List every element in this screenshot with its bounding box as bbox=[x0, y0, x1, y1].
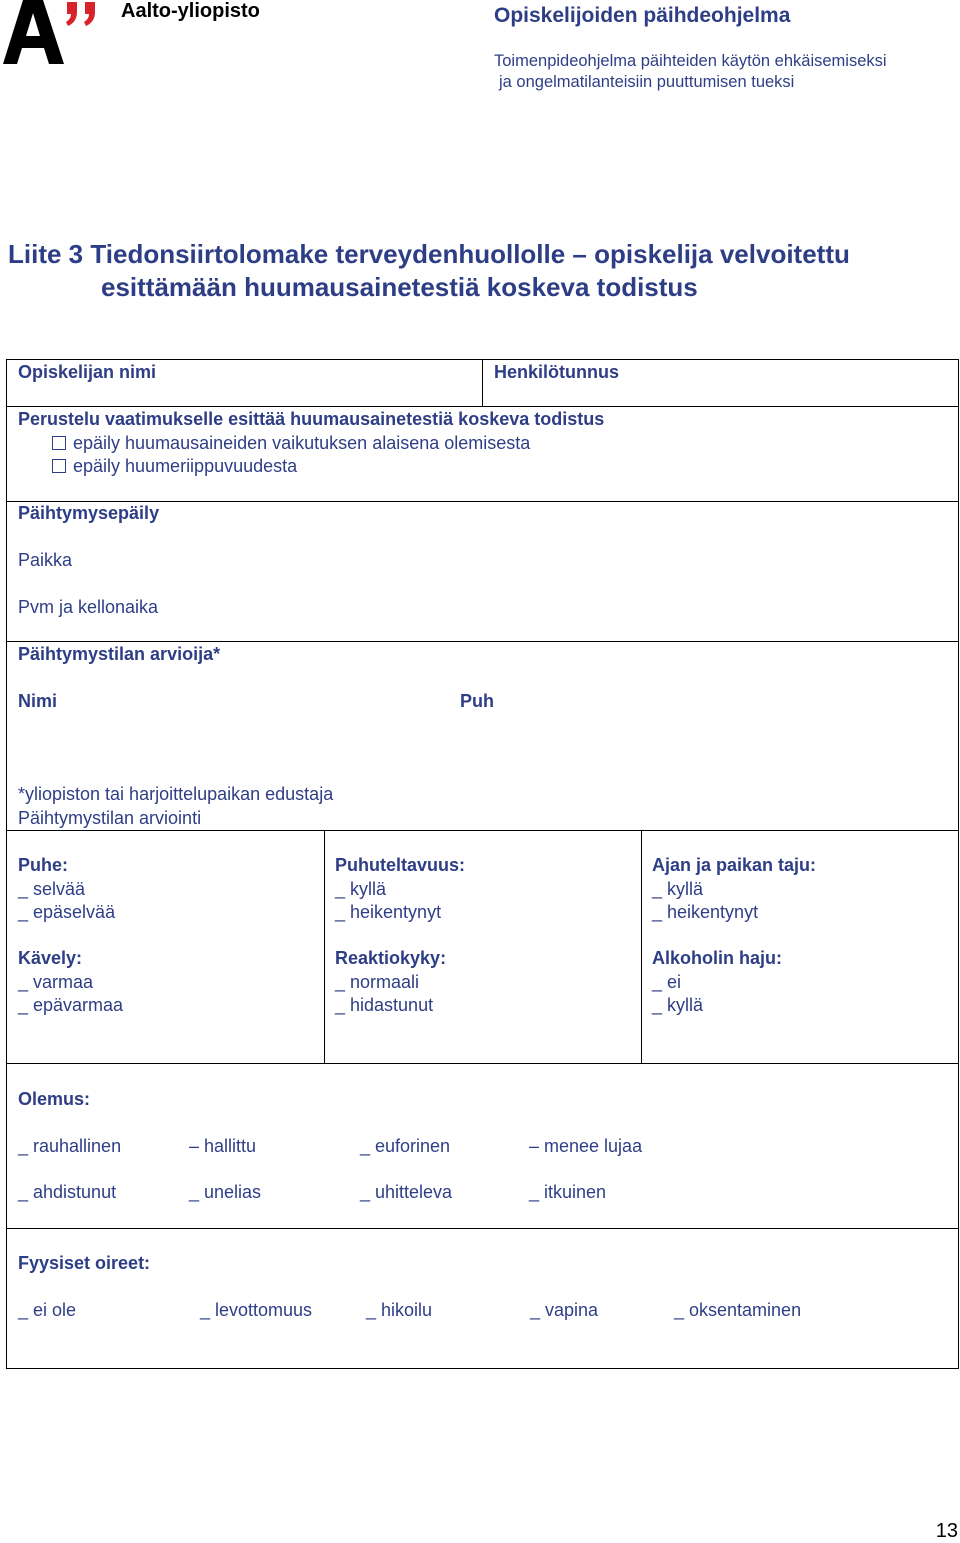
appearance-option[interactable]: _ euforinen bbox=[360, 1136, 451, 1156]
assessor-name-label: Nimi bbox=[18, 691, 58, 711]
title-line1: Liite 3 Tiedonsiirtolomake terveydenhuollolle – opiskelija velvoitettu bbox=[8, 239, 850, 269]
walking-title: Kävely: bbox=[18, 948, 83, 968]
reason-option-influence[interactable]: epäily huumausaineiden vaikutuksen alaisena olemisesta bbox=[52, 433, 530, 454]
student-name-label: Opiskelijan nimi bbox=[18, 362, 157, 382]
org-name: Aalto-yliopisto bbox=[121, 0, 260, 22]
reaction-title: Reaktiokyky: bbox=[335, 948, 447, 968]
alcohol-smell-option-no[interactable]: _ ei bbox=[652, 972, 682, 992]
walking-option-steady[interactable]: _ varmaa bbox=[18, 972, 94, 992]
assessment-title: Päihtymystilan arviointi bbox=[18, 808, 202, 828]
appearance-option[interactable]: – hallittu bbox=[189, 1136, 257, 1156]
orientation-option-yes[interactable]: _ kyllä bbox=[652, 879, 704, 899]
assessor-footnote: *yliopiston tai harjoittelupaikan edustaja bbox=[18, 784, 334, 804]
reaction-option-slow[interactable]: _ hidastunut bbox=[335, 995, 434, 1015]
orientation-option-impaired[interactable]: _ heikentynyt bbox=[652, 902, 759, 922]
assessor-phone-label: Puh bbox=[460, 691, 494, 711]
symptoms-section bbox=[6, 1228, 959, 1369]
appearance-title: Olemus: bbox=[18, 1089, 91, 1109]
reason-title: Perustelu vaatimukselle esittää huumausainetestiä koskeva todistus bbox=[18, 409, 605, 429]
checkbox-icon[interactable] bbox=[52, 436, 66, 450]
symptom-option[interactable]: _ hikoilu bbox=[366, 1300, 433, 1320]
title-line2: esittämään huumausainetestiä koskeva todistus bbox=[101, 272, 698, 302]
symptoms-title: Fyysiset oireet: bbox=[18, 1253, 151, 1273]
place-label: Paikka bbox=[18, 550, 73, 570]
document-title bbox=[8, 238, 952, 304]
symptom-option[interactable]: _ vapina bbox=[530, 1300, 599, 1320]
responsiveness-option-impaired[interactable]: _ heikentynyt bbox=[335, 902, 442, 922]
responsiveness-title: Puhuteltavuus: bbox=[335, 855, 466, 875]
assessor-title: Päihtymystilan arvioija* bbox=[18, 644, 221, 664]
aalto-logo bbox=[3, 0, 103, 68]
symptom-option[interactable]: _ oksentaminen bbox=[674, 1300, 802, 1320]
symptom-option[interactable]: _ levottomuus bbox=[200, 1300, 313, 1320]
datetime-label: Pvm ja kellonaika bbox=[18, 597, 159, 617]
speech-option-unclear[interactable]: _ epäselvää bbox=[18, 902, 116, 922]
checkbox-icon[interactable] bbox=[52, 459, 66, 473]
program-title: Opiskelijoiden päihdeohjelma bbox=[494, 4, 791, 27]
page-number: 13 bbox=[935, 1520, 958, 1542]
appearance-option[interactable]: _ uhitteleva bbox=[360, 1182, 453, 1202]
suspicion-title: Päihtymysepäily bbox=[18, 503, 160, 523]
reaction-option-normal[interactable]: _ normaali bbox=[335, 972, 420, 992]
ssn-label: Henkilötunnus bbox=[494, 362, 619, 382]
speech-title: Puhe: bbox=[18, 855, 69, 875]
responsiveness-option-yes[interactable]: _ kyllä bbox=[335, 879, 387, 899]
appearance-option[interactable]: _ itkuinen bbox=[529, 1182, 607, 1202]
speech-option-clear[interactable]: _ selvää bbox=[18, 879, 86, 899]
alcohol-smell-option-yes[interactable]: _ kyllä bbox=[652, 995, 704, 1015]
program-subtitle bbox=[494, 51, 887, 93]
symptom-option[interactable]: _ ei ole bbox=[18, 1300, 77, 1320]
appearance-option[interactable]: _ rauhallinen bbox=[18, 1136, 122, 1156]
appearance-option[interactable]: _ ahdistunut bbox=[18, 1182, 117, 1202]
subtitle-line2: ja ongelmatilanteisiin puuttumisen tueksi bbox=[499, 73, 795, 91]
appearance-section bbox=[6, 1063, 959, 1229]
walking-option-unsteady[interactable]: _ epävarmaa bbox=[18, 995, 124, 1015]
orientation-title: Ajan ja paikan taju: bbox=[652, 855, 817, 875]
appearance-option[interactable]: – menee lujaa bbox=[529, 1136, 643, 1156]
alcohol-smell-title: Alkoholin haju: bbox=[652, 948, 782, 968]
appearance-option[interactable]: _ unelias bbox=[189, 1182, 262, 1202]
reason-option-dependency[interactable]: epäily huumeriippuvuudesta bbox=[52, 456, 297, 477]
subtitle-line1: Toimenpideohjelma päihteiden käytön ehkäisemiseksi bbox=[494, 52, 887, 70]
